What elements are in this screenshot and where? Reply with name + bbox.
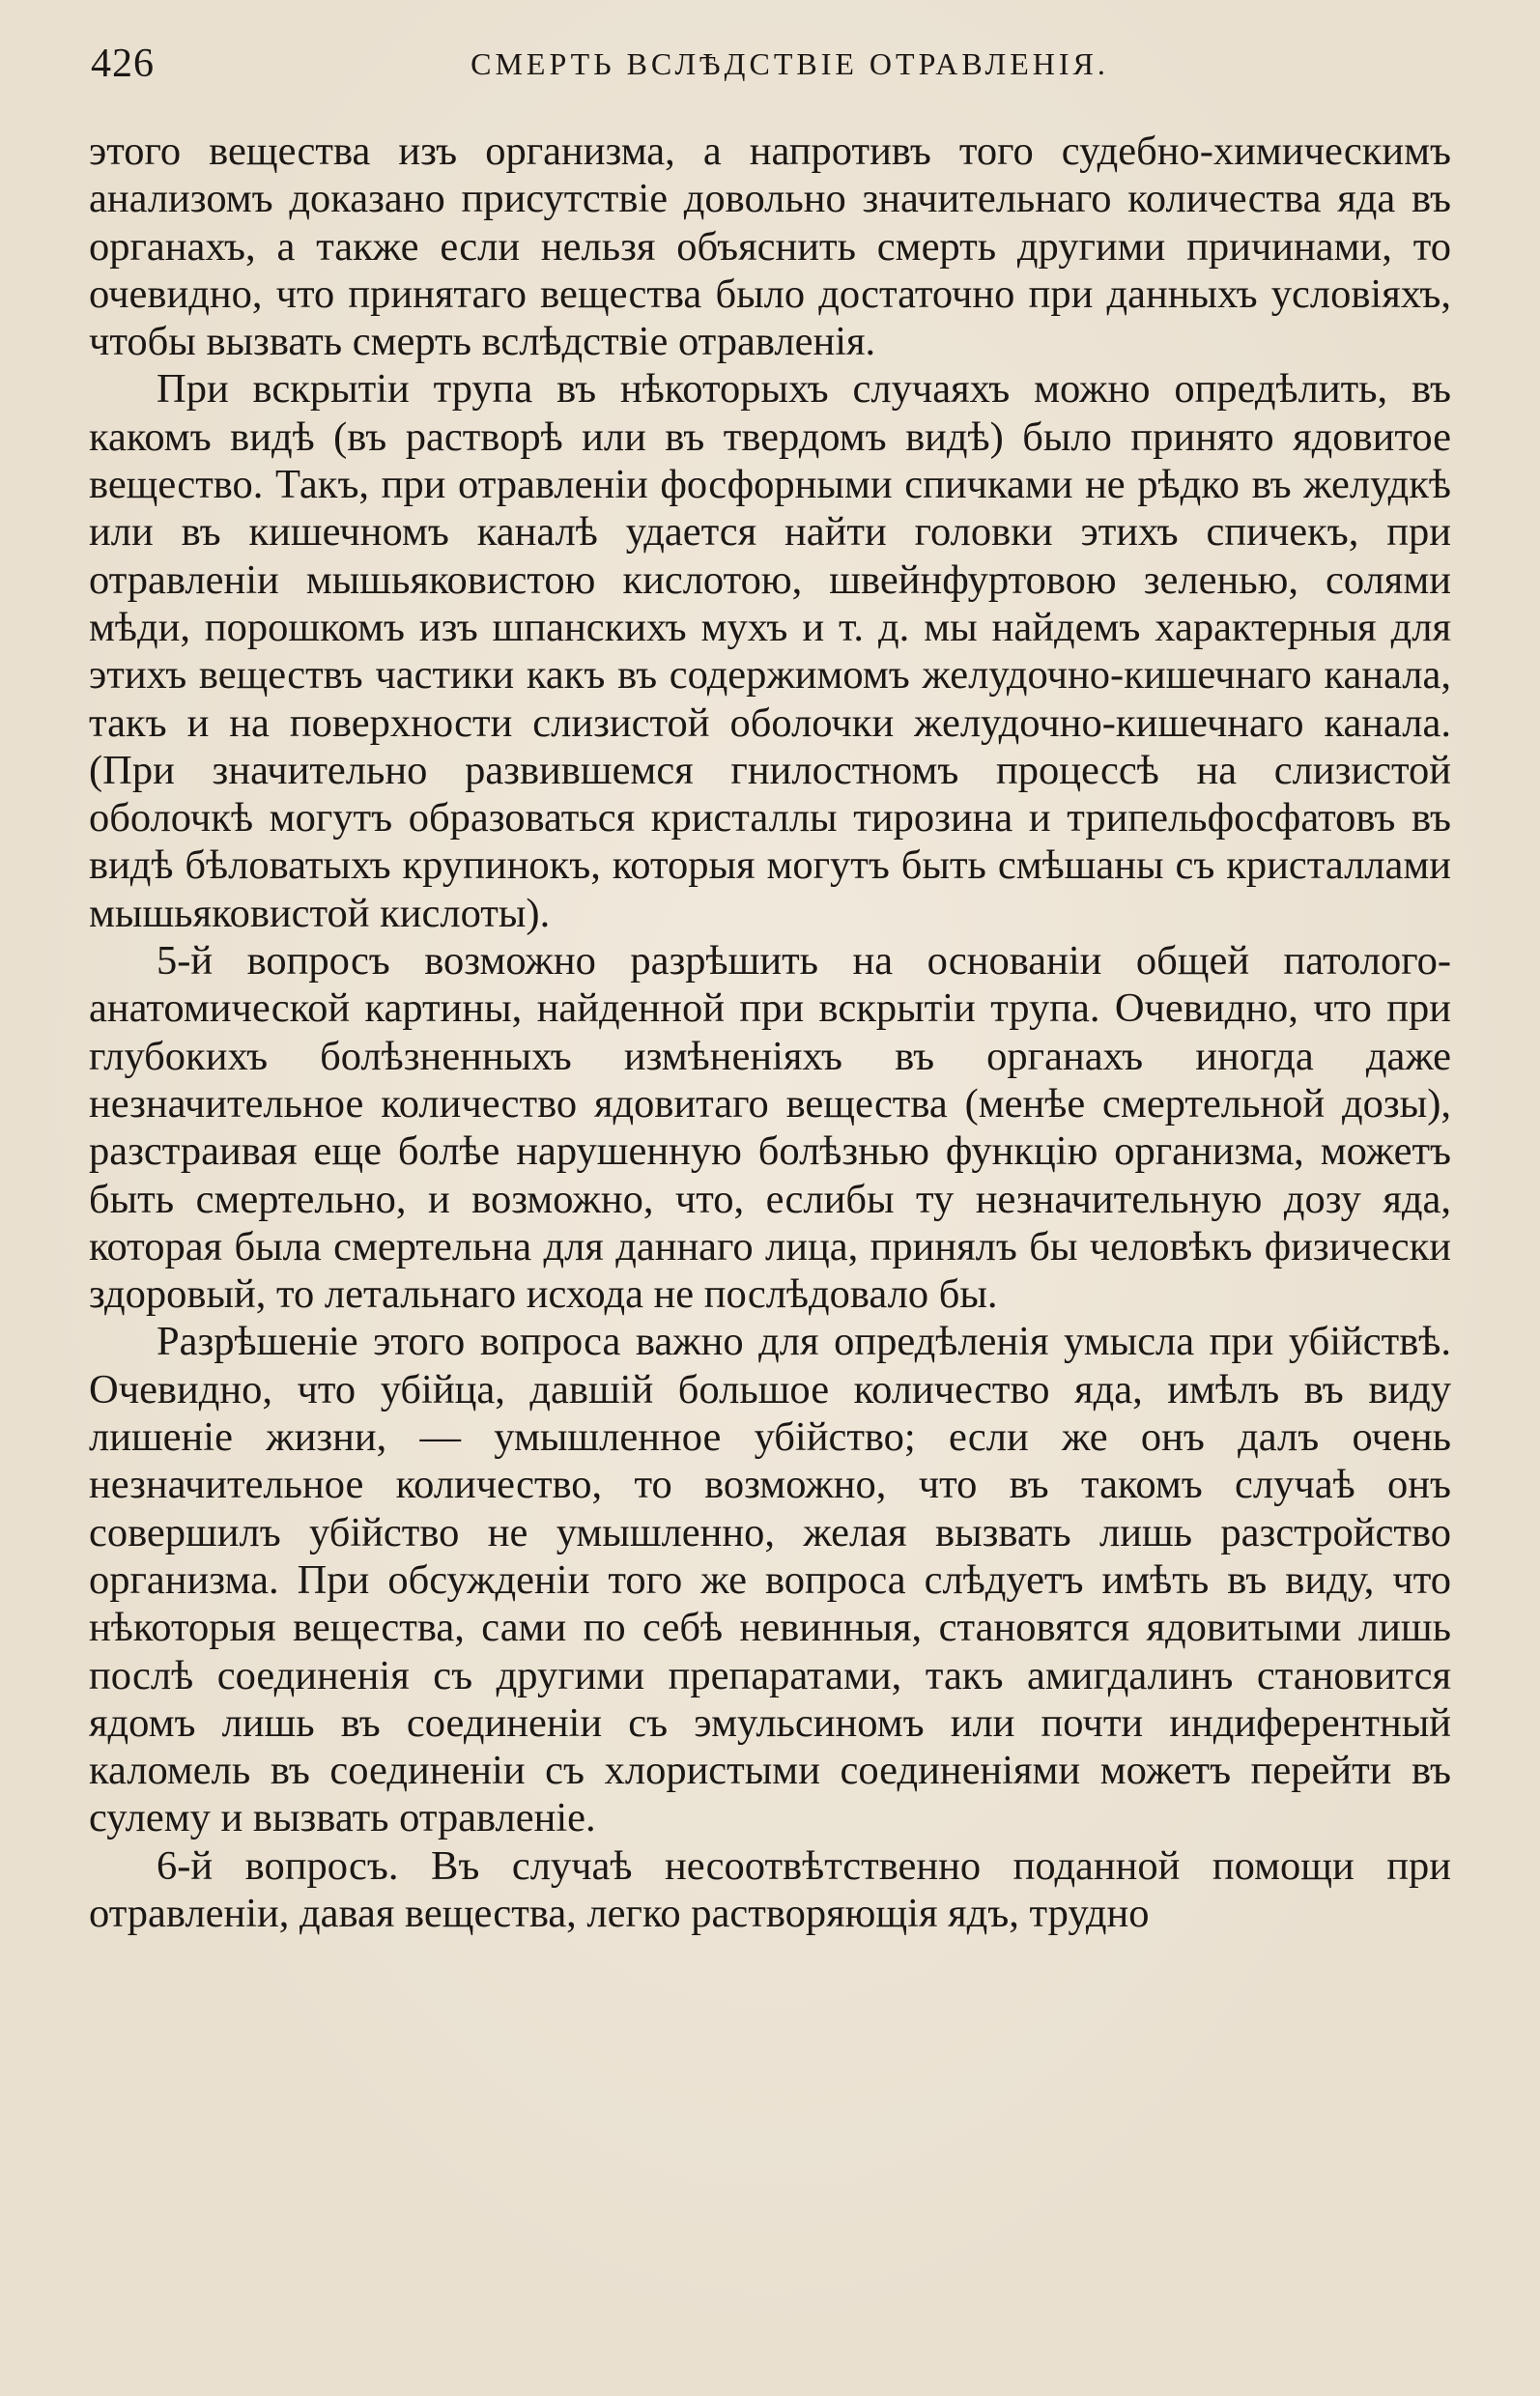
paragraph: Разрѣшеніе этого вопроса важно для опредѣленія умысла при убійствѣ. Очевидно, что убійца, давшій большое количество яда, имѣлъ въ виду лишеніе жизни, — умышленное убійство; если же онъ далъ очень незначительное количество, то возможно, что въ такомъ случаѣ онъ совершилъ убійство не умышленно, желая вызвать лишь разстройство организма. При обсужденіи того же вопроса слѣдуетъ имѣть въ виду, что нѣкоторыя вещества, сами по себѣ невинныя, становятся ядовитыми лишь послѣ соединенія съ другими препаратами, такъ амигдалинъ становится ядомъ лишь въ соединеніи съ эмульсиномъ или почти индиферентный каломель въ соединеніи съ хлористыми соединеніями можетъ перейти въ сулему и вызвать отравленіе. (89, 1319, 1451, 1841)
paragraph: 6-й вопросъ. Въ случаѣ несоотвѣтственно поданной помощи при отравленіи, давая вещества, легко растворяющія ядъ, трудно (89, 1842, 1451, 1936)
running-head: СМЕРТЬ ВСЛѢДСТВІЕ ОТРАВЛЕНІЯ. (471, 46, 1109, 81)
paragraph: этого вещества изъ организма, а напротивъ того судебно-химическимъ анализомъ доказано присутствіе довольно значительнаго количества яда въ органахъ, а также если нельзя объяснить смерть другими причинами, то очевидно, что принятаго вещества было достаточно при данныхъ условіяхъ, чтобы вызвать смерть вслѣдствіе отравленія. (89, 128, 1451, 365)
page-header (87, 41, 1454, 99)
page-number: 426 (91, 42, 155, 86)
paragraph: При вскрытіи трупа въ нѣкоторыхъ случаяхъ можно опредѣлить, въ какомъ видѣ (въ растворѣ или въ твердомъ видѣ) было принято ядовитое вещество. Такъ, при отравленіи фосфорными спичками не рѣдко въ желудкѣ или въ кишечномъ каналѣ удается найти головки этихъ спичекъ, при отравленіи мышьяковистою кислотою, швейнфуртовою зеленью, солями мѣди, порошкомъ изъ шпанскихъ мухъ и т. д. мы найдемъ характерныя для этихъ веществъ частики какъ въ содержимомъ желудочно-кишечнаго канала, такъ и на поверхности слизистой оболочки желудочно-кишечнаго канала. (При значительно развившемся гнилостномъ процессѣ на слизистой оболочкѣ могутъ образоваться кристаллы тирозина и трипельфосфатовъ въ видѣ бѣловатыхъ крупинокъ, которыя могутъ быть смѣшаны съ кристаллами мышьяковистой кислоты). (89, 366, 1451, 936)
body-text (89, 128, 1451, 1937)
paragraph: 5-й вопросъ возможно разрѣшить на основаніи общей патолого-анатомической картины, найденной при вскрытіи трупа. Очевидно, что при глубокихъ болѣзненныхъ измѣненіяхъ въ органахъ иногда даже незначительное количество ядовитаго вещества (менѣе смертельной дозы), разстраивая еще болѣе нарушенную болѣзнью функцію организма, можетъ быть смертельно, и возможно, что, еслибы ту незначительную дозу яда, которая была смертельна для даннаго лица, принялъ бы человѣкъ физически здоровый, то летальнаго исхода не послѣдовало бы. (89, 938, 1451, 1318)
